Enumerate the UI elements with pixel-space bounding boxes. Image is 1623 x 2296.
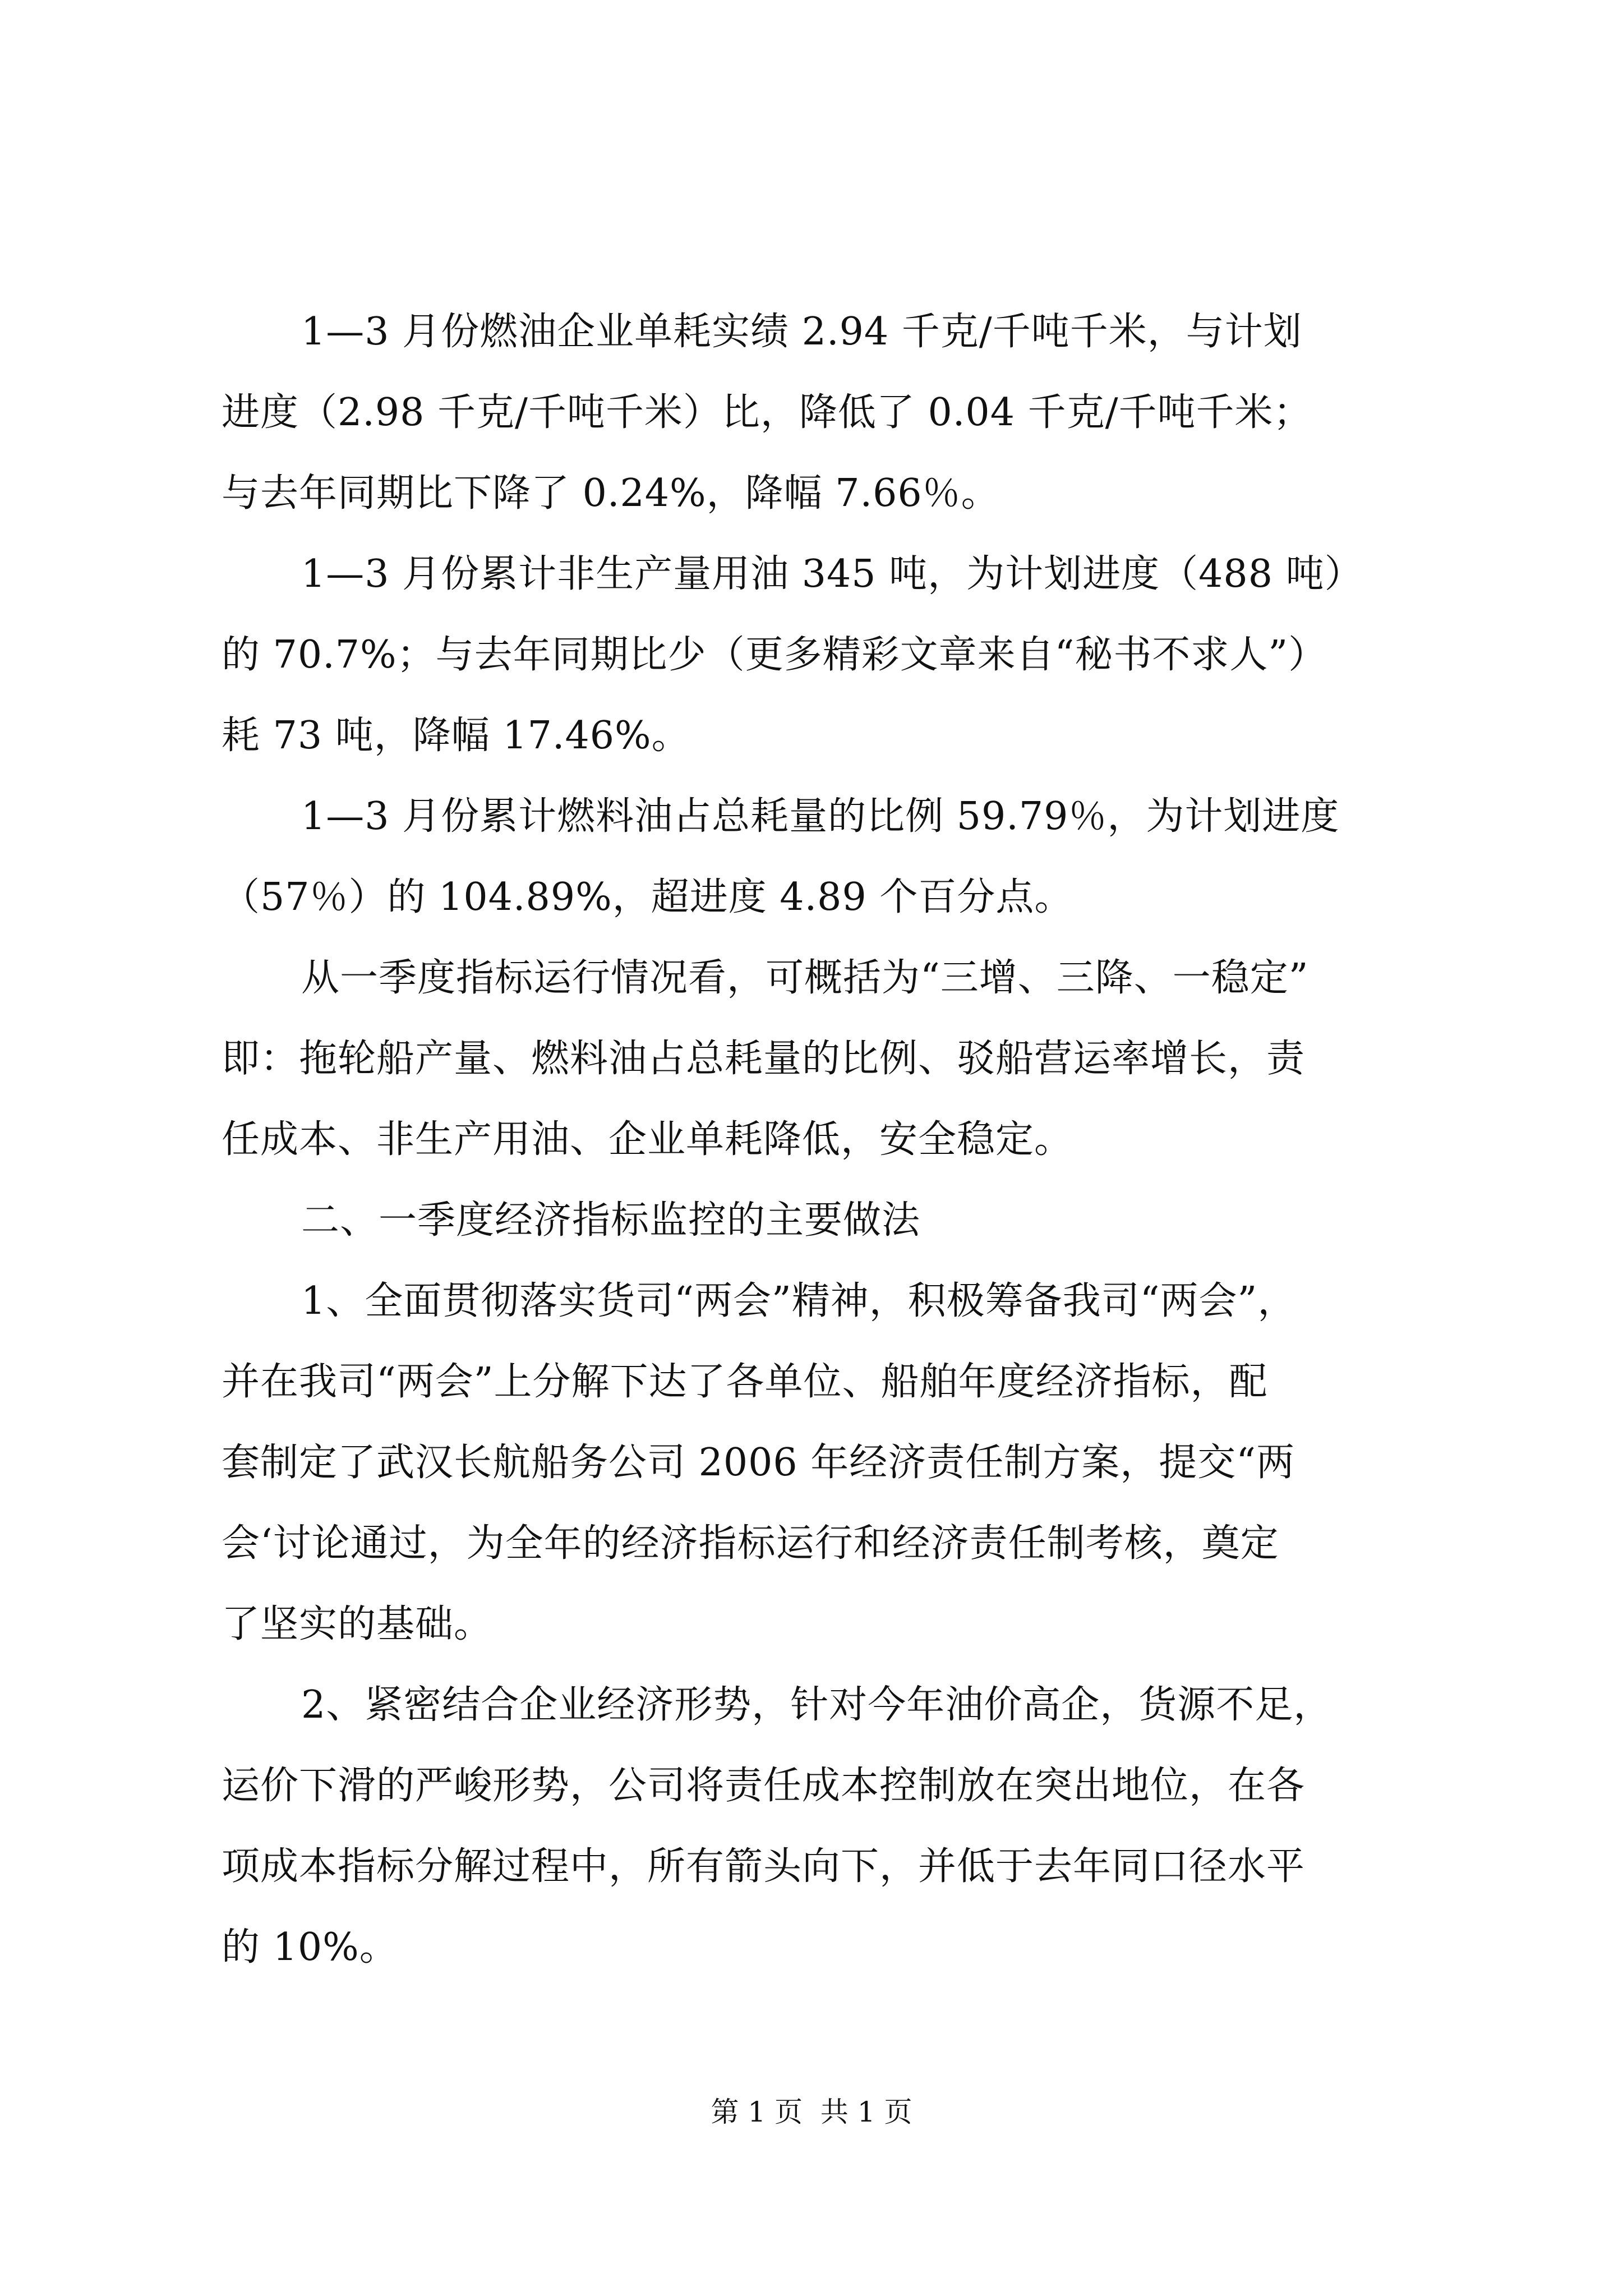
paragraph-line: 2、紧密结合企业经济形势，针对今年油价高企，货源不足， [301, 1683, 1332, 1727]
paragraph-line: 1—3 月份累计非生产量用油 345 吨，为计划进度（488 吨） [301, 552, 1363, 596]
section-heading: 二、一季度经济指标监控的主要做法 [301, 1198, 921, 1243]
paragraph-line: 套制定了武汉长航船务公司 2006 年经济责任制方案，提交“两 [222, 1441, 1295, 1485]
paragraph-line: 的 10%。 [222, 1925, 398, 1970]
paragraph-line: 与去年同期比下降了 0.24%，降幅 7.66％。 [222, 471, 1000, 516]
page-number: 第 1 页 共 1 页 [711, 2096, 912, 2128]
paragraph-line: 了坚实的基础。 [222, 1602, 493, 1646]
paragraph-line: 1、全面贯彻落实货司“两会”精神，积极筹备我司“两会”， [301, 1279, 1297, 1323]
paragraph-line: 的 70.7%；与去年同期比少（更多精彩文章来自“秘书不求人”） [222, 633, 1327, 677]
paragraph-line: 1—3 月份累计燃料油占总耗量的比例 59.79％，为计划进度 [301, 794, 1340, 839]
document-body [222, 292, 1422, 1988]
paragraph-line: 耗 73 吨，降幅 17.46%。 [222, 714, 690, 758]
paragraph-line: 会‘讨论通过，为全年的经济指标运行和经济责任制考核，奠定 [222, 1521, 1279, 1566]
paragraph-line: 项成本指标分解过程中，所有箭头向下，并低于去年同口径水平 [222, 1844, 1306, 1889]
paragraph-line: 即：拖轮船产量、燃料油占总耗量的比例、驳船营运率增长，责 [222, 1037, 1306, 1081]
page-footer [0, 2092, 1623, 2132]
paragraph-line: 并在我司“两会”上分解下达了各单位、船舶年度经济指标，配 [222, 1360, 1268, 1404]
paragraph-line: 从一季度指标运行情况看，可概括为“三增、三降、一稳定” [301, 956, 1309, 1000]
paragraph-line: 任成本、非生产用油、企业单耗降低，安全稳定。 [222, 1117, 1073, 1162]
paragraph-line: 进度（2.98 千克/千吨千米）比，降低了 0.04 千克/千吨千米； [222, 390, 1312, 435]
paragraph-line: 1—3 月份燃油企业单耗实绩 2.94 千克/千吨千米，与计划 [301, 310, 1302, 354]
paragraph-line: 运价下滑的严峻形势，公司将责任成本控制放在突出地位，在各 [222, 1764, 1306, 1808]
paragraph-line: （57％）的 104.89%，超进度 4.89 个百分点。 [222, 875, 1073, 919]
